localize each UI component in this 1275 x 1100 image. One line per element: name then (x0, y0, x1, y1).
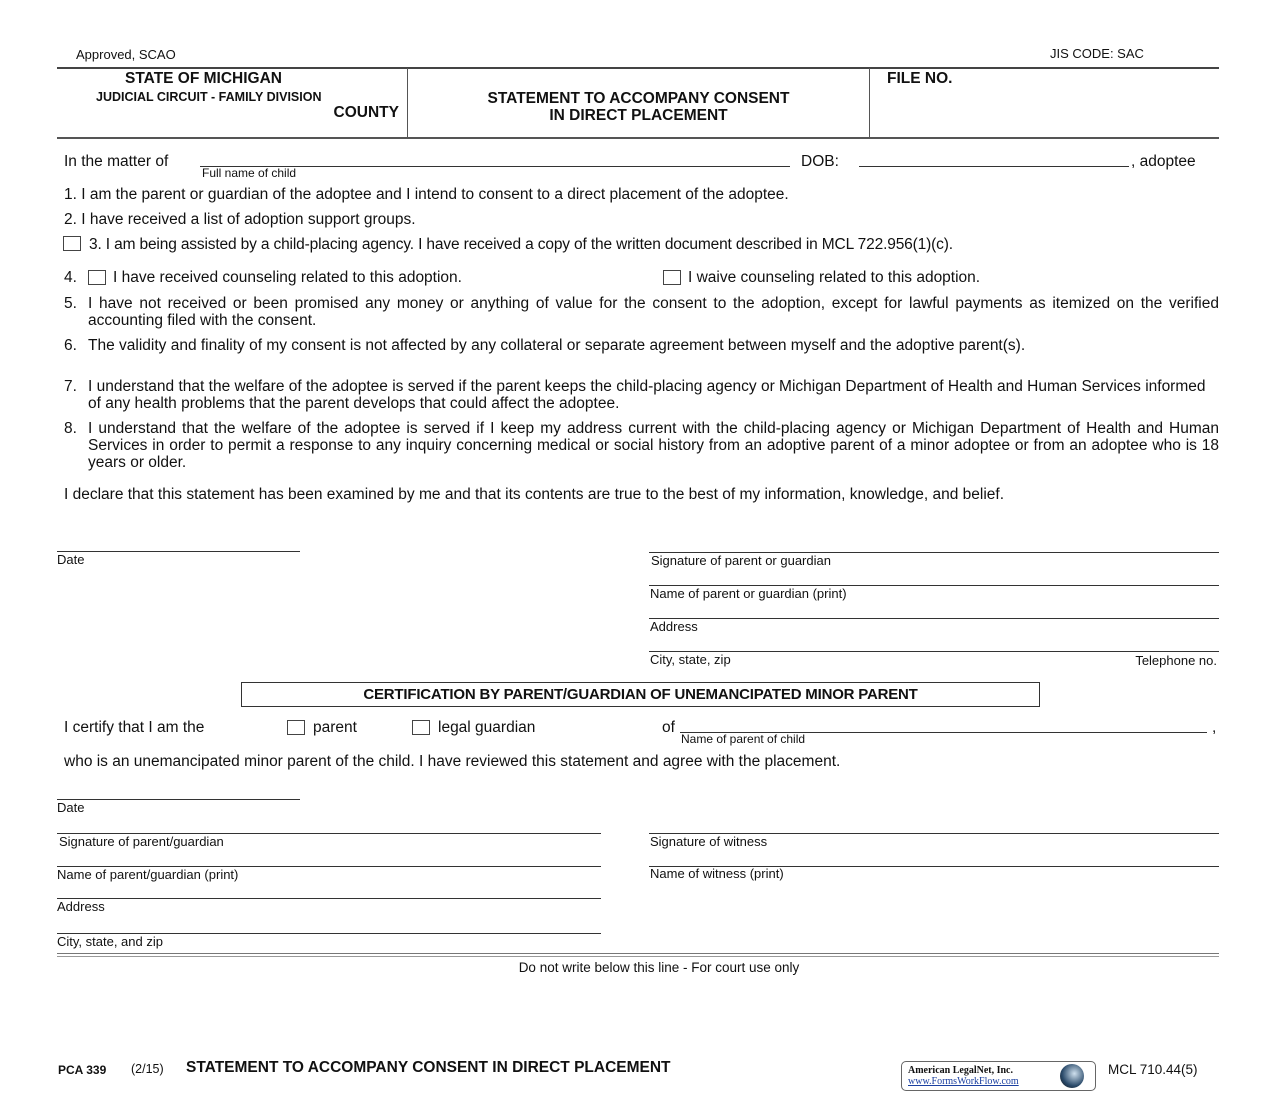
jis-code: JIS CODE: SAC (1050, 46, 1144, 61)
address-label: Address (650, 619, 698, 634)
parent-label: parent (313, 719, 357, 736)
date-label-2: Date (57, 800, 85, 815)
guardian-address-field[interactable] (57, 898, 601, 899)
address-field[interactable] (649, 618, 1219, 619)
item-3: 3. I am being assisted by a child-placing agency. I have received a copy of the written document described in MCL 722.956(1)(c). (89, 236, 953, 253)
counseling-received-checkbox[interactable] (88, 270, 106, 285)
item-8: 8. I understand that the welfare of the adoptee is served if I keep my address current with the child-placing agency or Michigan Department of Health and Human Services in order to permit a response to any inquiry concerning medical or social history from an adoptive parent of a minor adoptee or from an adoptee who is 18 years or older. (64, 420, 1219, 471)
date-field-2[interactable] (57, 799, 300, 800)
footer-title: STATEMENT TO ACCOMPANY CONSENT IN DIRECT PLACEMENT (186, 1059, 671, 1076)
certify-label: I certify that I am the (64, 719, 205, 736)
mcl-reference: MCL 710.44(5) (1108, 1062, 1198, 1077)
parent-of-child-caption: Name of parent of child (681, 732, 806, 746)
certification-title: CERTIFICATION BY PARENT/GUARDIAN OF UNEMANCIPATED MINOR PARENT (241, 682, 1040, 707)
declaration: I declare that this statement has been examined by me and that its contents are true to the best of my information, knowledge, and belief. (64, 486, 1005, 503)
city-label: City, state, zip (650, 652, 731, 667)
counseling-waived-checkbox[interactable] (663, 270, 681, 285)
phone-label: Telephone no. (1135, 653, 1217, 668)
form-number: PCA 339 (58, 1063, 107, 1077)
divider (57, 956, 1219, 957)
guardian-label: legal guardian (438, 719, 536, 736)
item-6: 6. The validity and finality of my consent is not affected by any collateral or separate agreement between myself and the adoptive parent(s). (64, 337, 1026, 354)
counseling-waived-label: I waive counseling related to this adoption. (688, 269, 981, 286)
child-name-caption: Full name of child (202, 166, 297, 180)
divider (869, 68, 870, 137)
globe-icon (1060, 1064, 1084, 1088)
circuit-label: JUDICIAL CIRCUIT - FAMILY DIVISION (96, 90, 322, 104)
item-2: 2. I have received a list of adoption support groups. (64, 211, 416, 228)
divider (57, 137, 1219, 139)
item-1: 1. I am the parent or guardian of the adoptee and I intend to consent to a direct placement of the adoptee. (64, 186, 789, 203)
witness-name-label: Name of witness (print) (650, 866, 784, 881)
revision: (2/15) (131, 1062, 164, 1076)
witness-signature-label: Signature of witness (650, 834, 768, 849)
dob-label: DOB: (801, 153, 839, 170)
state-label: STATE OF MICHIGAN (125, 70, 282, 87)
legalnet-logo: American LegalNet, Inc. www.FormsWorkFlow.com (901, 1061, 1096, 1091)
adoptee-label: , adoptee (1131, 153, 1196, 170)
county-label: COUNTY (333, 104, 399, 121)
guardian-name-label: Name of parent/guardian (print) (57, 867, 239, 882)
court-use-note: Do not write below this line - For court use only (518, 960, 800, 975)
form-title: STATEMENT TO ACCOMPANY CONSENT IN DIRECT PLACEMENT (487, 90, 790, 124)
item-3-checkbox[interactable] (63, 236, 81, 251)
date-label: Date (57, 552, 85, 567)
matter-label: In the matter of (64, 153, 169, 170)
divider (57, 67, 1219, 69)
item-4-number: 4. (64, 269, 77, 286)
of-label: of (662, 719, 675, 736)
date-field[interactable] (57, 551, 300, 552)
signature-label: Signature of parent or guardian (651, 553, 831, 568)
file-no-label: FILE NO. (887, 70, 953, 87)
certification-statement: who is an unemancipated minor parent of the child. I have reviewed this statement and agree with the placement. (64, 753, 841, 770)
comma: , (1212, 719, 1217, 736)
guardian-signature-label: Signature of parent/guardian (59, 834, 224, 849)
guardian-address-label: Address (57, 899, 105, 914)
approved-label: Approved, SCAO (76, 47, 176, 62)
name-label: Name of parent or guardian (print) (650, 586, 847, 601)
parent-checkbox[interactable] (287, 720, 305, 735)
divider (57, 953, 1219, 954)
city-field[interactable] (649, 651, 1219, 652)
counseling-received-label: I have received counseling related to this adoption. (113, 269, 462, 286)
item-7: 7. I understand that the welfare of the adoptee is served if the parent keeps the child-placing agency or Michigan Department of Health and Human Services informed of any health problems that the parent develops that could affect the adoptee. (64, 378, 1206, 412)
guardian-checkbox[interactable] (412, 720, 430, 735)
guardian-city-label: City, state, and zip (57, 934, 163, 949)
dob-field[interactable] (859, 166, 1129, 167)
item-5: 5. I have not received or been promised any money or anything of value for the consent to the adoption, except for lawful payments as itemized on the verified accounting filed with the consent. (64, 295, 1219, 329)
